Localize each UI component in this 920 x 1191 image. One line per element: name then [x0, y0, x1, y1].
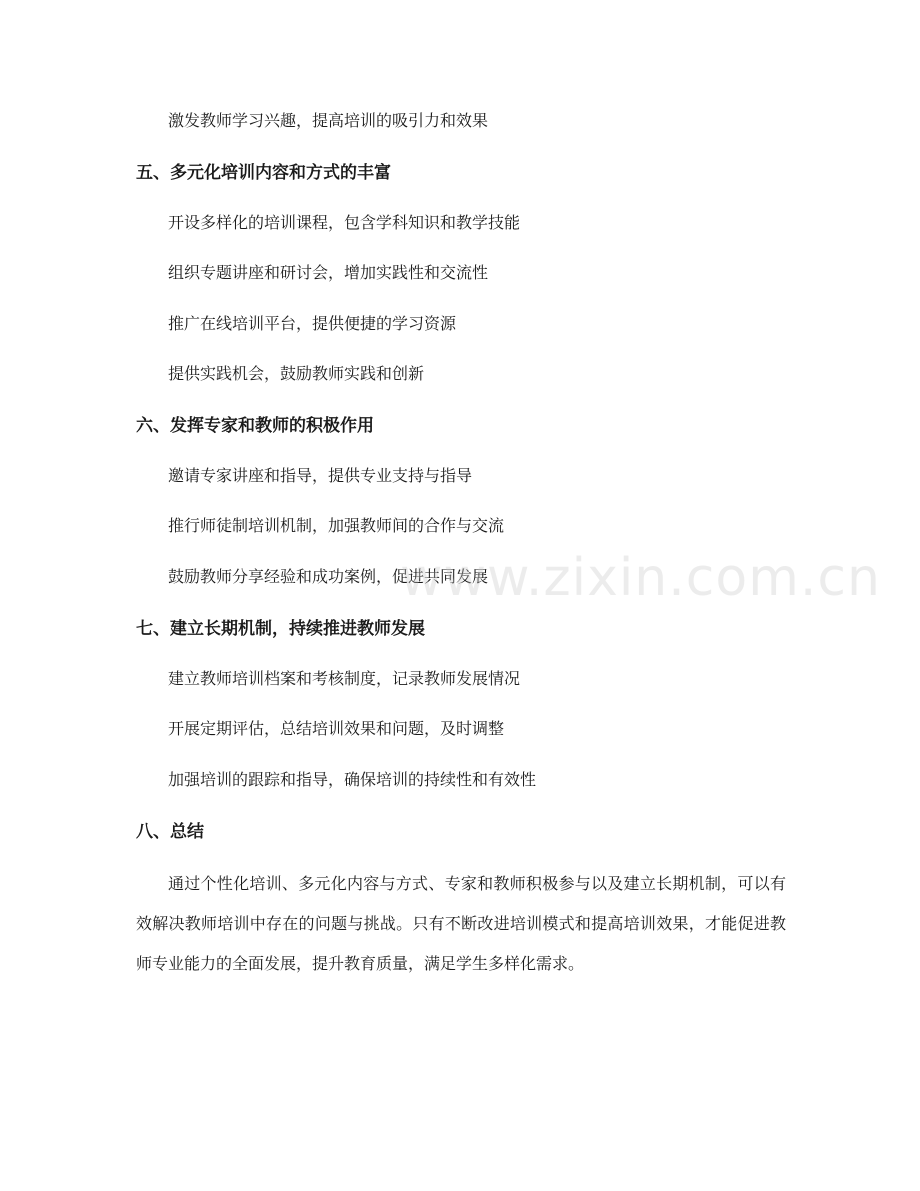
- section-6-heading: 六、发挥专家和教师的积极作用: [136, 416, 374, 436]
- summary-heading: 八、总结: [136, 822, 204, 842]
- section-5-item-1: 开设多样化的培训课程，包含学科知识和教学技能: [168, 213, 521, 232]
- section-5-heading: 五、多元化培训内容和方式的丰富: [136, 163, 391, 183]
- intro-line: 激发教师学习兴趣，提高培训的吸引力和效果: [168, 111, 489, 130]
- summary-paragraph: 通过个性化培训、多元化内容与方式、专家和教师积极参与以及建立长期机制，可以有效解决教师培训中存在的问题与挑战。只有不断改进培训模式和提高培训效果，才能促进教师专业能力的全面发展，提升教育质量，满足学生多样化需求。: [136, 874, 786, 973]
- section-6-item-1: 邀请专家讲座和指导，提供专业支持与指导: [168, 466, 473, 485]
- section-5-item-4: 提供实践机会，鼓励教师实践和创新: [168, 364, 425, 383]
- section-7-item-2: 开展定期评估，总结培训效果和问题，及时调整: [168, 719, 505, 738]
- section-7-heading: 七、建立长期机制，持续推进教师发展: [136, 619, 425, 639]
- section-5-item-3: 推广在线培训平台，提供便捷的学习资源: [168, 314, 457, 333]
- section-6-item-2: 推行师徒制培训机制，加强教师间的合作与交流: [168, 516, 505, 535]
- section-7-item-1: 建立教师培训档案和考核制度，记录教师发展情况: [168, 669, 521, 688]
- section-6-item-3: 鼓励教师分享经验和成功案例，促进共同发展: [168, 567, 489, 586]
- section-7-item-3: 加强培训的跟踪和指导，确保培训的持续性和有效性: [168, 770, 537, 789]
- section-5-item-2: 组织专题讲座和研讨会，增加实践性和交流性: [168, 263, 489, 282]
- watermark: www.zixin.com.cn: [400, 548, 881, 608]
